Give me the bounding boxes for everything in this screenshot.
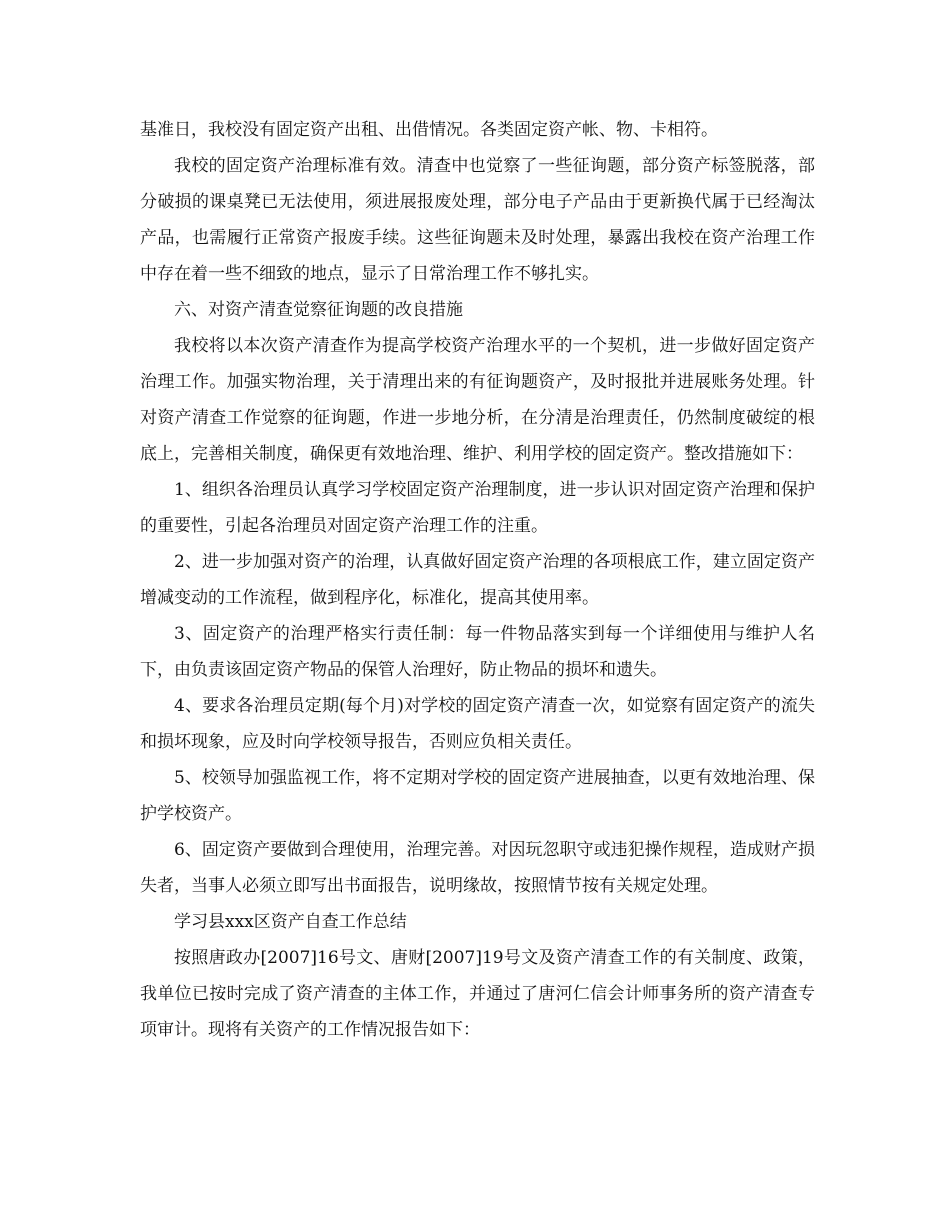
document-body xyxy=(140,112,815,1048)
list-item-5: 5、校领导加强监视工作，将不定期对学校的固定资产进展抽查，以更有效地治理、保护学校资产。 xyxy=(140,768,815,824)
document-title: 学习县xxx区资产自查工作总结 xyxy=(174,912,407,932)
list-item-1: 1、组织各治理员认真学习学校固定资产治理制度，进一步认识对固定资产治理和保护的重要性，引起各治理员对固定资产治理工作的注重。 xyxy=(140,480,815,536)
paragraph-2: 我校的固定资产治理标准有效。清查中也觉察了一些征询题，部分资产标签脱落，部分破损的课桌凳已无法使用，须进展报废处理，部分电子产品由于更新换代属于已经淘汰产品，也需履行正常资产报废手续。这些征询题未及时处理，暴露出我校在资产治理工作中存在着一些不细致的地点，显示了日常治理工作不够扎实。 xyxy=(140,156,815,284)
list-item-3: 3、固定资产的治理严格实行责任制：每一件物品落实到每一个详细使用与维护人名下，由负责该固定资产物品的保管人治理好，防止物品的损坏和遗失。 xyxy=(140,624,815,680)
list-item-6: 6、固定资产要做到合理使用，治理完善。对因玩忽职守或违犯操作规程，造成财产损失者，当事人必须立即写出书面报告，说明缘故，按照情节按有关规定处理。 xyxy=(140,840,815,896)
paragraph-3: 我校将以本次资产清查作为提高学校资产治理水平的一个契机，进一步做好固定资产治理工作。加强实物治理，关于清理出来的有征询题资产，及时报批并进展账务处理。针对资产清查工作觉察的征询题，作进一步地分析，在分清是治理责任，仍然制度破绽的根底上，完善相关制度，确保更有效地治理、维护、利用学校的固定资产。整改措施如下： xyxy=(140,336,815,464)
section-heading-6: 六、对资产清查觉察征询题的改良措施 xyxy=(174,300,463,320)
list-item-2: 2、进一步加强对资产的治理，认真做好固定资产治理的各项根底工作，建立固定资产增减变动的工作流程，做到程序化，标准化，提高其使用率。 xyxy=(140,552,815,608)
paragraph-4: 按照唐政办[2007]16号文、唐财[2007]19号文及资产清查工作的有关制度、政策，我单位已按时完成了资产清查的主体工作，并通过了唐河仁信会计师事务所的资产清查专项审计。现将有关资产的工作情况报告如下： xyxy=(140,948,815,1040)
list-item-4: 4、要求各治理员定期(每个月)对学校的固定资产清查一次，如觉察有固定资产的流失和损坏现象，应及时向学校领导报告，否则应负相关责任。 xyxy=(140,696,815,752)
paragraph-1: 基准日，我校没有固定资产出租、出借情况。各类固定资产帐、物、卡相符。 xyxy=(140,120,718,140)
